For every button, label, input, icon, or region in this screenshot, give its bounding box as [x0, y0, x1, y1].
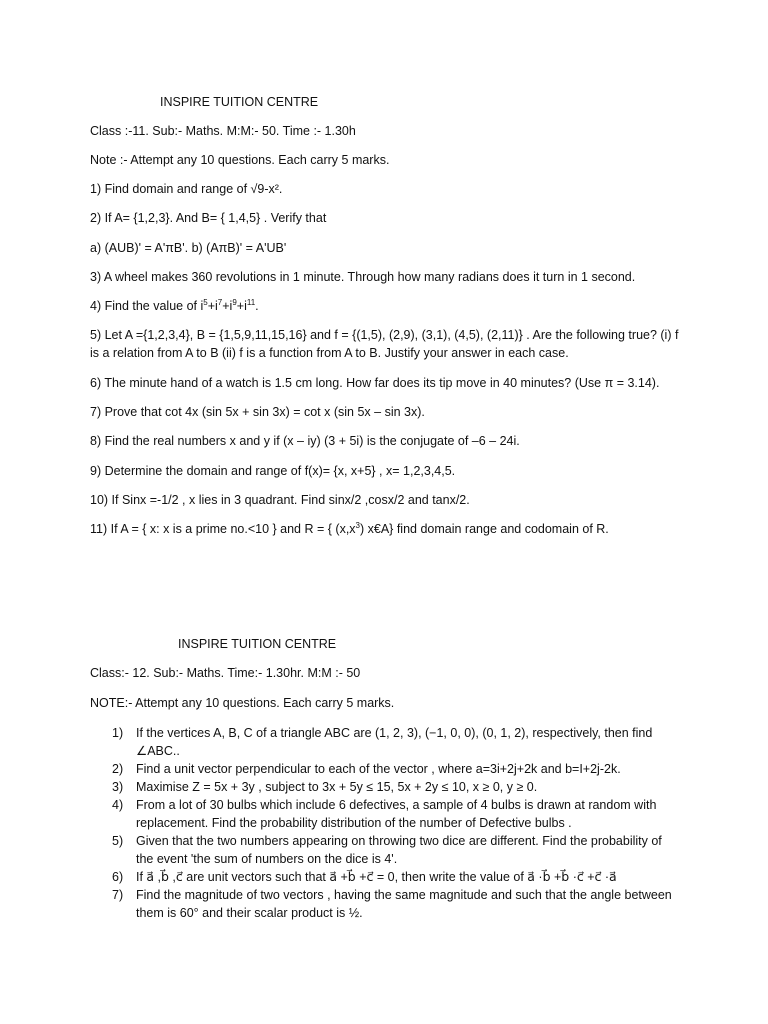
q4-sup1: 5: [203, 297, 208, 307]
question-7: 7) Prove that cot 4x (sin 5x + sin 3x) = cot x (sin 5x – sin 3x).: [90, 405, 425, 419]
section1-title: INSPIRE TUITION CENTRE: [160, 95, 319, 109]
item-number: 3): [112, 780, 124, 794]
list-item: [112, 778, 672, 796]
item-number: 4): [112, 798, 124, 812]
question-8: 8) Find the real numbers x and y if (x – iy) (3 + 5i) is the conjugate of –6 – 24i.: [90, 434, 520, 448]
item-text: Find a unit vector perpendicular to each of the vector , where a=3i+2j+2k and b=I+2j-2k.: [136, 762, 621, 776]
list-item: [112, 724, 672, 760]
section2-note: NOTE:- Attempt any 10 questions. Each carry 5 marks.: [90, 696, 395, 710]
item-number: 6): [112, 870, 124, 884]
item-number: 1): [112, 726, 124, 740]
q4-mid1: +i: [207, 299, 218, 313]
section1-note: Note :- Attempt any 10 questions. Each carry 5 marks.: [90, 153, 390, 167]
list-item: [112, 832, 672, 868]
question-2: 2) If A= {1,2,3}. And B= { 1,4,5} . Verify that: [90, 211, 327, 225]
question-10: 10) If Sinx =-1/2 , x lies in 3 quadrant. Find sinx/2 ,cosx/2 and tanx/2.: [90, 493, 470, 507]
question-6: 6) The minute hand of a watch is 1.5 cm long. How far does its tip move in 40 minutes? (Use π = 3.14).: [90, 376, 660, 390]
q4-mid2: +i: [222, 299, 233, 313]
item-text: Maximise Z = 5x + 3y , subject to 3x + 5y ≤ 15, 5x + 2y ≤ 10, x ≥ 0, y ≥ 0.: [136, 780, 538, 794]
item-text: From a lot of 30 bulbs which include 6 defectives, a sample of 4 bulbs is drawn at random with replacement. Find the probability distribution of the number of Defective bulbs .: [136, 798, 657, 830]
q4-sup3: 9: [232, 297, 237, 307]
question-9: 9) Determine the domain and range of f(x)= {x, x+5} , x= 1,2,3,4,5.: [90, 464, 456, 478]
q11-prefix: 11) If A = { x: x is a prime no.<10 } and R = { (x,x: [90, 522, 356, 536]
item-number: 2): [112, 762, 124, 776]
question-11: [90, 521, 609, 537]
q4-suffix: .: [255, 299, 259, 313]
item-number: 5): [112, 834, 124, 848]
q4-mid3: +i: [236, 299, 247, 313]
question-4: [90, 298, 259, 314]
q11-sup: 3: [355, 520, 360, 530]
item-text: If a⃗ ,b⃗ ,c⃗ are unit vectors such that a⃗ +b⃗ +c⃗ = 0, then write the value of a⃗ ·b⃗ +b⃗ ·c⃗ +c⃗ ·a⃗: [136, 870, 617, 884]
q4-sup4: 11: [246, 297, 256, 307]
q4-sup2: 7: [217, 297, 223, 307]
item-number: 7): [112, 888, 124, 902]
q4-prefix: 4) Find the value of i: [90, 299, 204, 313]
item-text: Find the magnitude of two vectors , having the same magnitude and such that the angle between them is 60° and their scalar product is ½.: [136, 888, 672, 920]
list-item: [112, 886, 672, 922]
q11-suffix: ) x€A} find domain range and codomain of R.: [360, 522, 609, 536]
item-text: Given that the two numbers appearing on throwing two dice are different. Find the probability of the event 'the sum of numbers on the dice is 4'.: [136, 834, 662, 866]
question-5: 5) Let A ={1,2,3,4}, B = {1,5,9,11,15,16} and f = {(1,5), (2,9), (3,1), (4,5), (2,11)} . Are the following true? (i) f is a relation from A to B (ii) f is a function from A to B. Justify your answer in each case.: [90, 328, 679, 360]
section2-question-list: [112, 724, 672, 922]
item-text: If the vertices A, B, C of a triangle ABC are (1, 2, 3), (−1, 0, 0), (0, 1, 2), respectively, then find ∠ABC..: [136, 726, 653, 758]
section1-meta: Class :-11. Sub:- Maths. M:M:- 50. Time :- 1.30h: [90, 124, 356, 138]
list-item: [112, 868, 672, 886]
list-item: [112, 760, 672, 778]
question-2-parts: a) (AUB)' = A'πB'. b) (AπB)' = A'UB': [90, 241, 287, 255]
section2-meta: Class:- 12. Sub:- Maths. Time:- 1.30hr. M:M :- 50: [90, 666, 361, 680]
list-item: [112, 796, 672, 832]
question-1: 1) Find domain and range of √9-x².: [90, 182, 283, 196]
question-3: 3) A wheel makes 360 revolutions in 1 minute. Through how many radians does it turn in 1 second.: [90, 270, 636, 284]
section2-title: INSPIRE TUITION CENTRE: [178, 637, 337, 651]
